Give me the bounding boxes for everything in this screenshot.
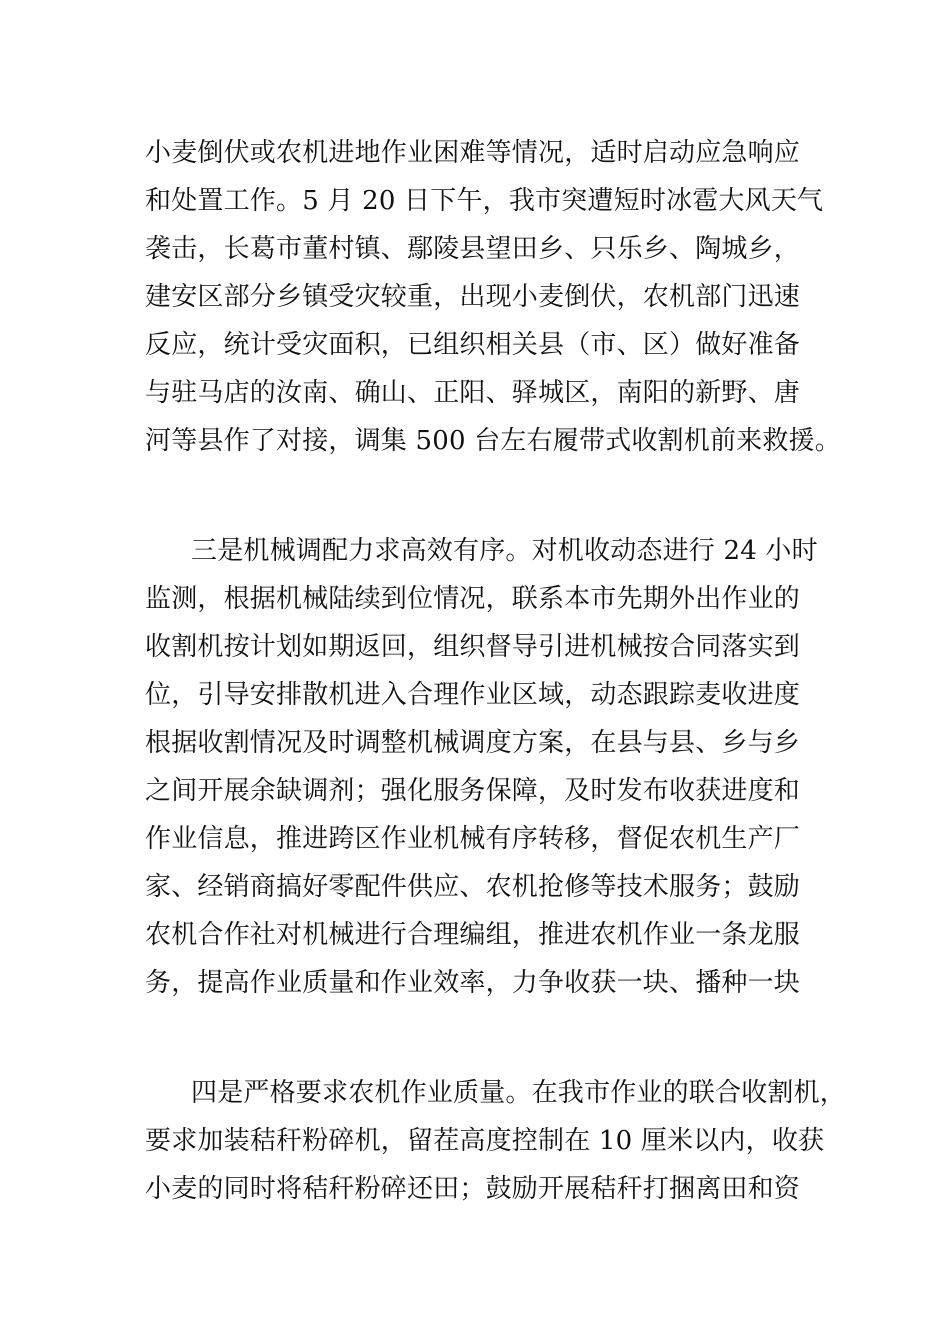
text-line: 农机合作社对机械进行合理编组，推进农机作业一条龙服 <box>145 920 801 950</box>
text-line: 小麦的同时将秸秆粉碎还田；鼓励开展秸秆打捆离田和资 <box>145 1174 801 1204</box>
text-line: 要求加装秸秆粉碎机，留茬高度控制在 10 厘米以内，收获 <box>145 1126 825 1156</box>
text-line: 家、经销商搞好零配件供应、农机抢修等技术服务；鼓励 <box>145 872 801 902</box>
text-line: 与驻马店的汝南、确山、正阳、驿城区，南阳的新野、唐 <box>145 378 801 408</box>
text-line: 位，引导安排散机进入合理作业区域，动态跟踪麦收进度 <box>145 680 801 710</box>
text-line: 袭击，长葛市董村镇、鄢陵县望田乡、只乐乡、陶城乡， <box>145 234 801 264</box>
paragraph-first-line: 三是机械调配力求高效有序。对机收动态进行 24 小时 <box>191 536 818 566</box>
text-line: 建安区部分乡镇受灾较重，出现小麦倒伏，农机部门迅速 <box>145 282 801 312</box>
text-line: 收割机按计划如期返回，组织督导引进机械按合同落实到 <box>145 632 801 662</box>
text-line: 监测，根据机械陆续到位情况，联系本市先期外出作业的 <box>145 584 801 614</box>
paragraph-first-line: 四是严格要求农机作业质量。在我市作业的联合收割机， <box>191 1078 847 1108</box>
text-line: 之间开展余缺调剂；强化服务保障，及时发布收获进度和 <box>145 776 801 806</box>
text-line: 反应，统计受灾面积，已组织相关县（市、区）做好准备 <box>145 330 801 360</box>
text-line: 根据收割情况及时调整机械调度方案，在县与县、乡与乡 <box>145 728 801 758</box>
text-line: 小麦倒伏或农机进地作业困难等情况，适时启动应急响应 <box>145 138 801 168</box>
text-line: 务，提高作业质量和作业效率，力争收获一块、播种一块 <box>145 968 801 998</box>
text-line: 河等县作了对接，调集 500 台左右履带式收割机前来救援。 <box>145 426 841 456</box>
text-line: 和处置工作。5 月 20 日下午，我市突遭短时冰雹大风天气 <box>145 186 824 216</box>
text-line: 作业信息，推进跨区作业机械有序转移，督促农机生产厂 <box>145 824 801 854</box>
